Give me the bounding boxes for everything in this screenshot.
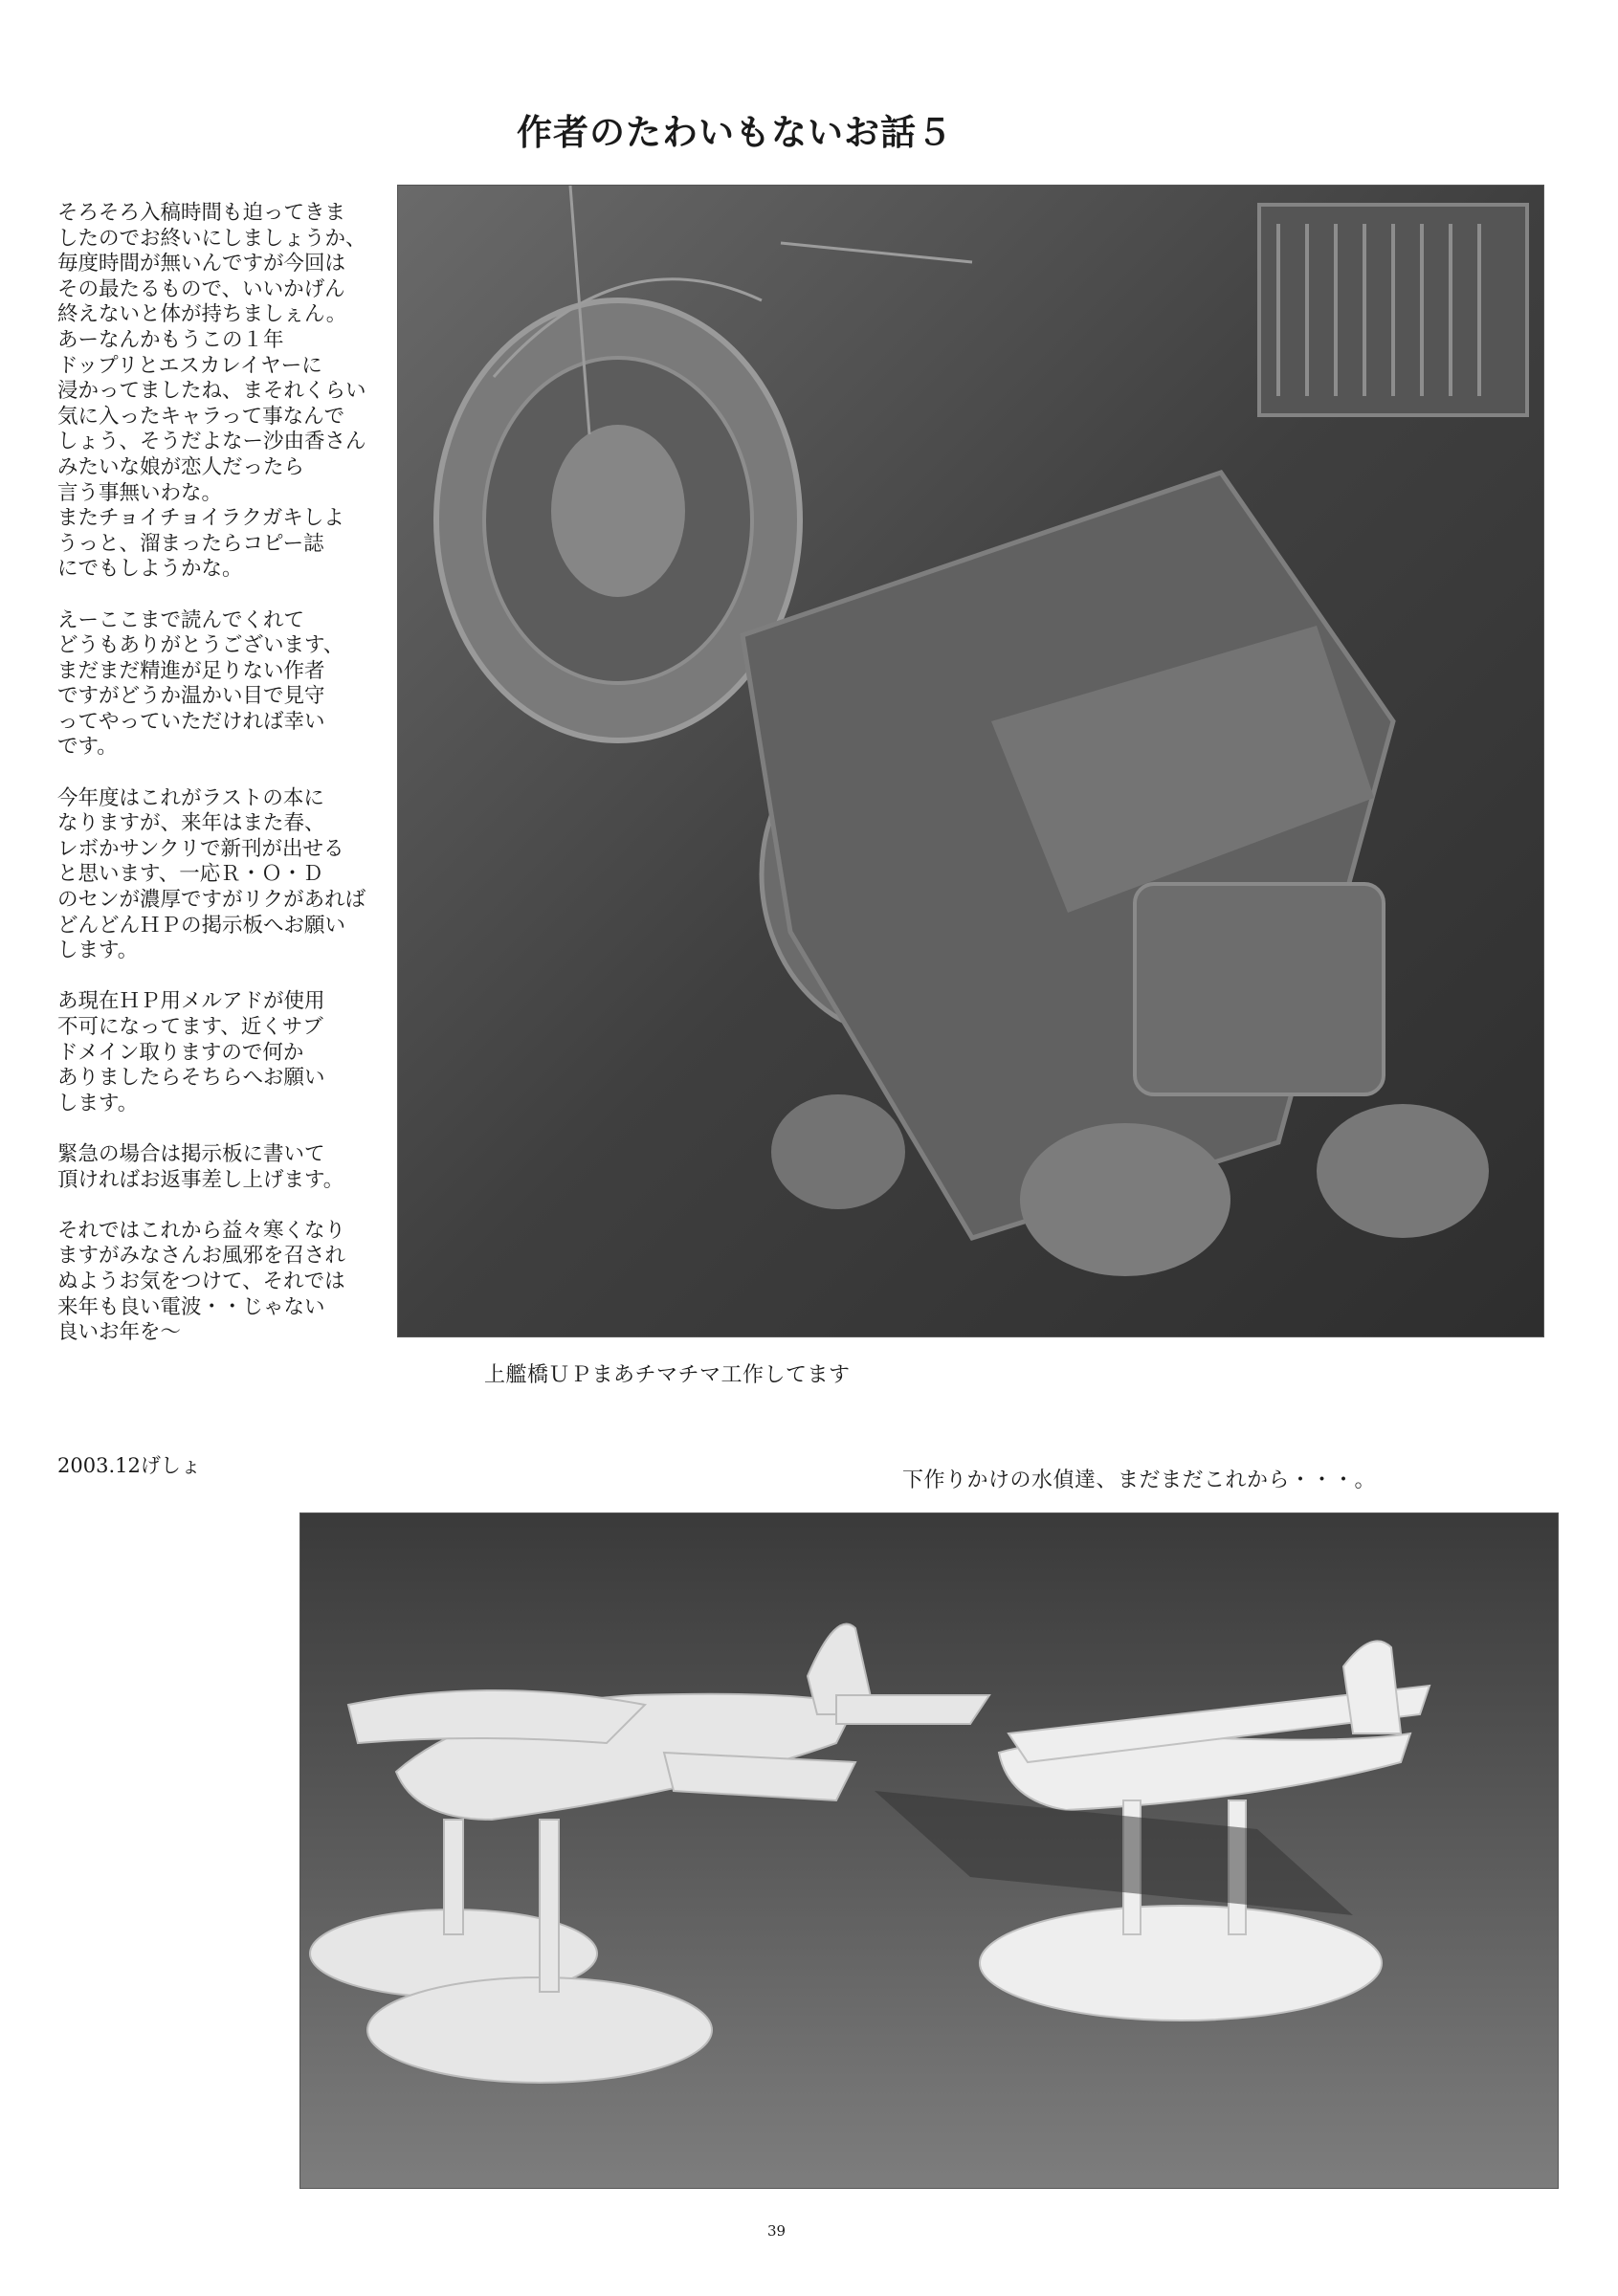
planes-photo-caption: 下作りかけの水偵達、まだまだこれから・・・。 xyxy=(902,1468,1377,1492)
page-title: 作者のたわいもないお話５ xyxy=(517,111,953,153)
essay-paragraph-2: えーここまで読んでくれて どうもありがとうございます、 まだまだ精進が足りない作者 ですがどうか温かい目で見守 ってやっていただければ幸い です。 xyxy=(57,607,344,760)
essay-paragraph-5: 緊急の場合は掲示板に書いて 頂ければお返事差し上げます。 xyxy=(57,1141,344,1192)
page-number: 39 xyxy=(767,2222,787,2240)
seaplane-models-photo xyxy=(299,1512,1559,2189)
seaplane-models-image xyxy=(300,1513,1558,2188)
bridge-model-image xyxy=(398,186,1543,1336)
essay-paragraph-4: あ現在ＨＰ用メルアドが使用 不可になってます、近くサブ ドメイン取りますので何か ありましたらそちらへお願い します。 xyxy=(57,989,325,1115)
bridge-model-photo xyxy=(397,185,1544,1337)
author-essay xyxy=(57,201,402,1371)
bridge-photo-caption: 上艦橋ＵＰまあチマチマ工作してます xyxy=(484,1363,851,1387)
essay-paragraph-6: それではこれから益々寒くなり ますがみなさんお風邪を召され ぬようお気をつけて、それでは 来年も良い電波・・じゃない 良いお年を～ xyxy=(57,1218,346,1345)
essay-paragraph-1: そろそろ入稿時間も迫ってきま したのでお終いにしましょうか、 毎度時間が無いんですが今回は その最たるもので、いいかげん 終えないと体が持ちましぇん。 あーなんかもうこの１年 ドップリとエスカレイヤーに 浸かってましたね、まそれくらい 気に入ったキャラって事なんで しょう、そうだよなー沙由香さん みたいな娘が恋人だったら 言う事無いわな。 またチョイチョイラクガキしよ うっと、溜まったらコピー誌 にでもしようかな。 xyxy=(57,201,366,582)
signature: 2003.12げしょ xyxy=(57,1454,201,1477)
essay-paragraph-3: 今年度はこれがラストの本に なりますが、来年はまた春、 レボかサンクリで新刊が出せる と思います、一応Ｒ・Ｏ・Ｄ のセンが濃厚ですがリクがあれば どんどんＨＰの掲示板へお願い します。 xyxy=(57,785,366,963)
